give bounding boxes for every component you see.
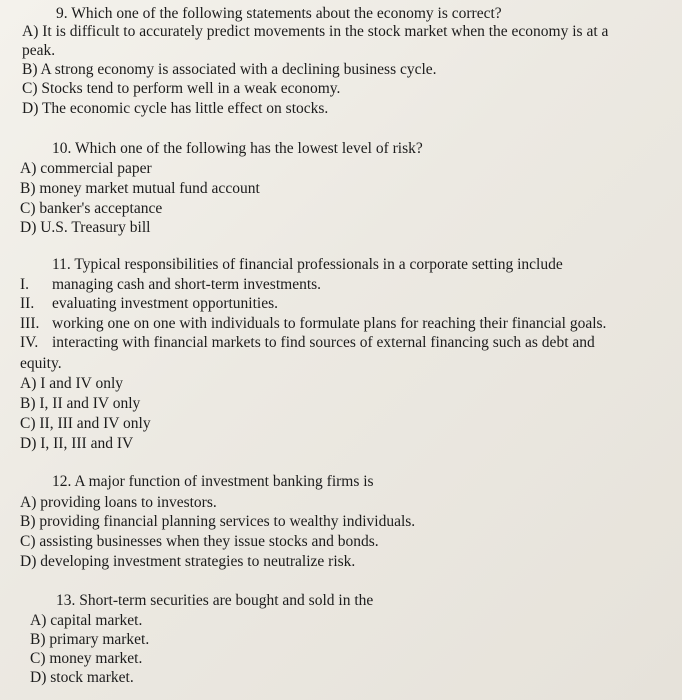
question-10-option-c: C) banker's acceptance [20,200,163,217]
question-13-stem: 13. Short-term securities are bought and sold in the [56,592,374,609]
question-11-option-b: B) I, II and IV only [20,395,141,412]
item-text: managing cash and short-term investments. [52,276,322,293]
question-12-option-a: A) providing loans to investors. [20,494,217,511]
roman-numeral: III. [20,315,40,332]
question-11-item-iv [20,334,595,352]
question-9-option-a-cont: peak. [22,42,56,59]
question-10-option-b: B) money market mutual fund account [20,180,260,197]
question-11-stem: 11. Typical responsibilities of financial professionals in a corporate setting include [52,256,563,273]
question-11-option-c: C) II, III and IV only [20,415,151,432]
question-11-option-a: A) I and IV only [20,375,124,392]
question-11-item-iv-cont: equity. [20,355,62,372]
question-10-stem: 10. Which one of the following has the lowest level of risk? [52,140,423,157]
question-11-item-iii [20,315,606,333]
roman-numeral: II. [20,295,35,312]
question-9-option-c: C) Stocks tend to perform well in a weak economy. [22,80,341,97]
roman-numeral: IV. [20,334,39,351]
question-9-option-d: D) The economic cycle has little effect on stocks. [22,100,329,117]
question-10-option-a: A) commercial paper [20,160,152,177]
question-12-option-d: D) developing investment strategies to neutralize risk. [20,553,356,570]
question-9-option-b: B) A strong economy is associated with a declining business cycle. [22,61,437,78]
question-13-option-a: A) capital market. [30,612,143,629]
item-text: evaluating investment opportunities. [52,295,278,312]
item-text: interacting with financial markets to find sources of external financing such as debt and [52,334,595,351]
question-11-item-i [20,276,321,294]
question-13-option-c: C) money market. [30,650,143,667]
question-12-option-b: B) providing financial planning services to wealthy individuals. [20,513,416,530]
question-13-option-b: B) primary market. [30,631,150,648]
roman-numeral: I. [20,276,30,293]
question-11-item-ii [20,295,278,313]
question-9-stem: 9. Which one of the following statements about the economy is correct? [56,5,502,22]
question-12-option-c: C) assisting businesses when they issue stocks and bonds. [20,533,379,550]
question-9-option-a: A) It is difficult to accurately predict movements in the stock market when the economy is at a [22,23,609,40]
item-text: working one on one with individuals to formulate plans for reaching their financial goals. [52,315,607,332]
question-13-option-d: D) stock market. [30,669,134,686]
question-12-stem: 12. A major function of investment banking firms is [52,473,374,490]
question-10-option-d: D) U.S. Treasury bill [20,219,151,236]
question-11-option-d: D) I, II, III and IV [20,435,134,452]
